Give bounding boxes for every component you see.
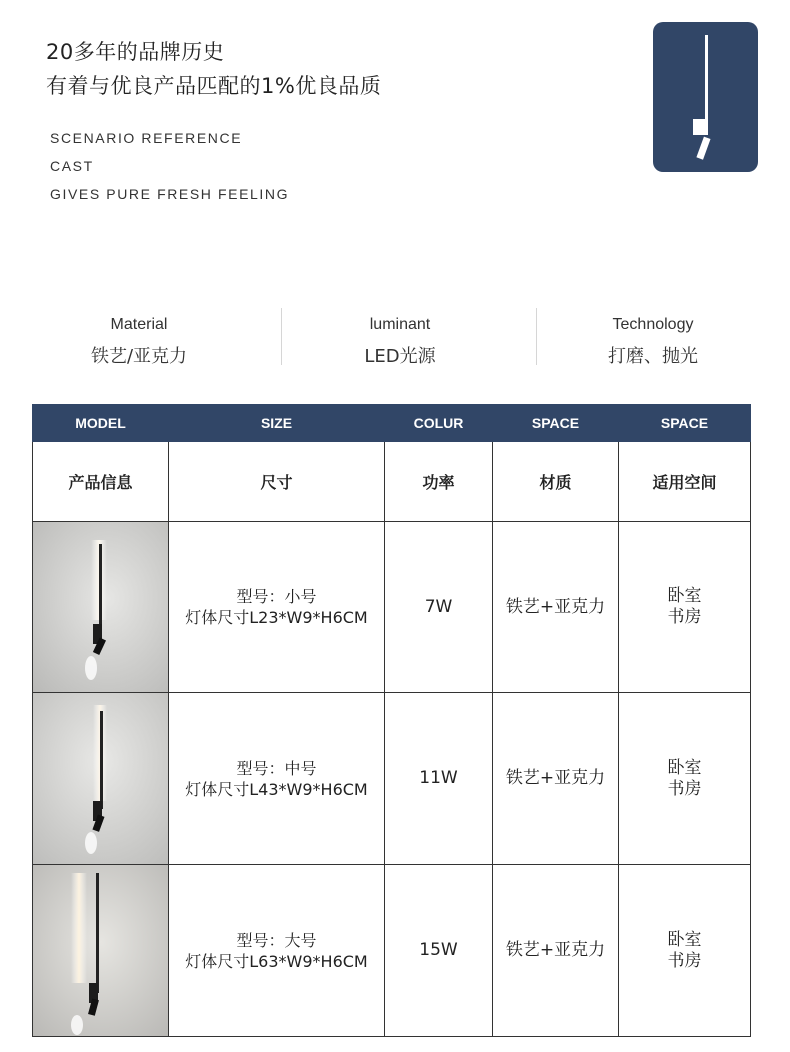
subheader-material: 材质: [493, 442, 619, 522]
product-photo-medium: [33, 693, 169, 865]
space-bedroom: 卧室: [667, 757, 702, 778]
table-subheader-row: [33, 442, 751, 522]
feature-luminant: [275, 308, 525, 368]
space-study: 书房: [667, 607, 702, 627]
material-value: 铁艺+亚克力: [493, 522, 619, 693]
subheader-power: 功率: [385, 442, 493, 522]
space-study: 书房: [667, 950, 702, 971]
subheader-product-info: 产品信息: [33, 442, 169, 522]
spec-table: [32, 404, 751, 1037]
feature-material: [14, 308, 264, 368]
power-value: 15W: [385, 865, 493, 1037]
fresh-feeling-text: GIVES PURE FRESH FEELING: [50, 186, 290, 202]
brand-logo-tile: [653, 22, 758, 172]
feature-technology-en: Technology: [612, 316, 694, 333]
feature-material-zh: 铁艺/亚克力: [90, 346, 188, 367]
header-model: MODEL: [33, 405, 169, 442]
material-value: 铁艺+亚克力: [493, 693, 619, 865]
header-space: SPACE: [493, 405, 619, 442]
quality-heading: 有着与优良产品匹配的1%优良品质: [46, 74, 382, 98]
model-label: 型号：小号: [236, 587, 317, 606]
space-study: 书房: [667, 778, 702, 799]
feature-luminant-zh: LED光源: [364, 346, 436, 367]
subheader-size: 尺寸: [169, 442, 385, 522]
size-cell: [169, 865, 385, 1037]
brand-history-heading: 20多年的品牌历史: [46, 40, 225, 64]
table-row: [33, 865, 751, 1037]
table-header-row: [33, 405, 751, 442]
power-value: 7W: [385, 522, 493, 693]
power-value: 11W: [385, 693, 493, 865]
product-photo-small: [33, 522, 169, 693]
header-space: SPACE: [619, 405, 751, 442]
subheader-space: 适用空间: [619, 442, 751, 522]
model-label: 型号：中号: [236, 758, 317, 778]
cast-text: CAST: [50, 158, 94, 174]
size-label: 灯体尺寸L43*W9*H6CM: [185, 779, 368, 799]
feature-technology-zh: 打磨、抛光: [608, 346, 698, 367]
size-cell: [169, 522, 385, 693]
feature-material-en: Material: [110, 316, 168, 333]
size-label: 灯体尺寸L23*W9*H6CM: [185, 608, 368, 627]
space-cell: [619, 522, 751, 693]
model-label: 型号：大号: [236, 930, 317, 950]
header-size: SIZE: [169, 405, 385, 442]
table-row: [33, 522, 751, 693]
size-cell: [169, 693, 385, 865]
size-label: 灯体尺寸L63*W9*H6CM: [185, 951, 368, 971]
product-photo-large: [33, 865, 169, 1037]
table-row: [33, 693, 751, 865]
header-colur: COLUR: [385, 405, 493, 442]
space-bedroom: 卧室: [667, 586, 702, 606]
space-cell: [619, 693, 751, 865]
feature-technology: [528, 308, 778, 368]
feature-luminant-en: luminant: [369, 316, 431, 333]
material-value: 铁艺+亚克力: [493, 865, 619, 1037]
space-cell: [619, 865, 751, 1037]
feature-strip: [0, 308, 790, 368]
wall-lamp-icon: [653, 22, 758, 172]
scenario-reference-text: SCENARIO REFERENCE: [50, 130, 243, 146]
space-bedroom: 卧室: [667, 929, 702, 950]
